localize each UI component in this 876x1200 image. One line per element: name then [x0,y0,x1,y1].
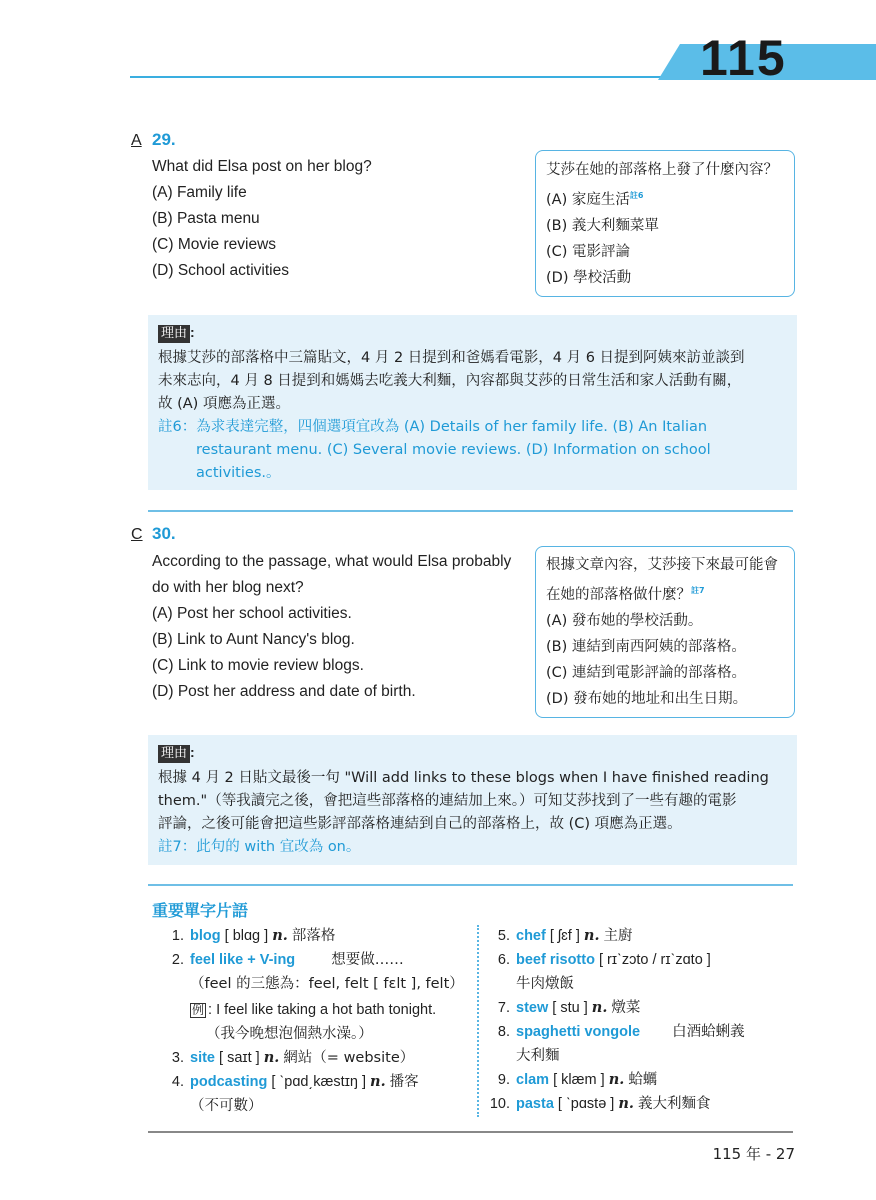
question-29-block [152,154,372,284]
translation-option-a: (A) 家庭生活$^{註6}$ [546,191,644,208]
note-line: 註7：此句的 with 宜改為 on。 [158,839,361,855]
vocab-item: 1. blog [ blɑg ] n. 部落格 [171,927,336,944]
vocab-item: 7. stew [ stu ] n. 燉菜 [497,999,641,1016]
vocab-item: 8. spaghetti vongole 白酒蛤蜊義 [497,1024,745,1040]
vocab-right-column [488,924,745,1116]
vocab-example-zh: （我今晚想泡個熱水澡。） [206,1026,373,1042]
example-tag: 例 [192,1003,205,1017]
reason-box-29 [148,315,797,490]
reason-line: 評論，之後可能會把這些影評部落格連結到自己的部落格上，故 (C) 項應為正選。 [158,816,682,832]
answer-letter-29: A [131,132,142,149]
translation-box-29 [535,150,795,297]
option-c: (C) Link to movie review blogs. [152,657,364,674]
translation-box-30 [535,546,795,718]
note-line: activities.。 [196,465,281,481]
question-number-29: 29. [152,130,176,149]
option-a: (A) Post her school activities. [152,605,352,622]
reason-line: 未來志向，4 月 8 日提到和媽媽去吃義大利麵，內容都與艾莎的日常生活和家人活動有關， [158,373,742,389]
question-number-30: 30. [152,524,176,543]
vocab-title: 重要單字片語 [152,901,249,920]
vocab-item: 10. pasta [ ˋpɑstə ] n. 義大利麵食 [489,1095,711,1112]
vocab-item: 2. feel like + V-ing 想要做…… [171,952,404,968]
vocab-column-divider [477,925,479,1117]
note-ref-6: 註6 [629,191,644,200]
vocab-item: 9. clam [ klæm ] n. 蛤蠣 [497,1071,658,1088]
section-divider [148,884,793,886]
reason-line: 根據 4 月 2 日貼文最後一句 "Will add links to these blogs when I have finished reading [158,770,769,786]
note-line: 註6：為求表達完整，四個選項宜改為 (A) Details of her family life. (B) An Italian [158,419,708,435]
question-text: What did Elsa post on her blog? [152,158,372,175]
option-b: (B) Pasta menu [152,210,260,227]
question-text: According to the passage, what would Elsa probably [152,553,512,570]
reason-line: 根據艾莎的部落格中三篇貼文，4 月 2 日提到和爸媽看電影，4 月 6 日提到阿姨來訪並談到 [158,350,745,366]
question-30-block [152,549,511,705]
page-number: 115 年 - 27 [712,1145,795,1163]
vocab-extra: （不可數） [190,1098,263,1114]
vocab-item: 5. chef [ ʃɛf ] n. 主廚 [497,927,633,944]
option-a: (A) Family life [152,184,247,201]
vocab-example: 例 : I feel like taking a hot bath tonight. [192,1002,437,1018]
vocab-extra: 大利麵 [516,1048,560,1064]
reason-box-30 [148,735,797,865]
option-d: (D) Post her address and date of birth. [152,683,416,700]
translation-question: 艾莎在她的部落格上發了什麼內容？ [546,162,778,178]
option-b: (B) Link to Aunt Nancy's blog. [152,631,355,648]
note-ref-7: 註7 [691,586,705,595]
reason-label: 理由 : [158,744,769,763]
vocab-item: 4. podcasting [ ˋpɑd͵kæstɪŋ ] n. 播客 [171,1073,419,1090]
header-number: 115 [700,30,787,86]
translation-question: 根據文章內容，艾莎接下來最可能會 [546,557,778,573]
vocab-extra: （feel 的三態為：feel, felt [ fɛlt ], felt） [190,976,464,992]
reason-line: them."（等我讀完之後，會把這些部落格的連結加上來。）可知艾莎找到了一些有趣的電影 [158,793,737,809]
vocab-extra: 牛肉燉飯 [516,976,574,992]
translation-option-b: (B) 義大利麵菜單 [546,217,659,234]
translation-option-d: (D) 學校活動 [546,269,632,286]
translation-option-a: (A) 發布她的學校活動。 [546,612,703,629]
translation-option-c: (C) 連結到電影評論的部落格。 [546,664,747,681]
vocab-item: 6. beef risotto [ rɪˋzɔto / rɪˋzɑto ] [497,952,711,968]
translation-option-d: (D) 發布她的地址和出生日期。 [546,690,748,707]
translation-question: 在她的部落格做什麼？$^{註7}$ [546,586,705,603]
section-divider [148,510,793,512]
option-d: (D) School activities [152,262,289,279]
reason-line: 故 (A) 項應為正選。 [158,396,290,412]
vocab-item: 3. site [ saɪt ] n. 網站（= website） [171,1049,415,1066]
vocab-left-column [162,924,464,1118]
footer-rule [148,1131,793,1133]
translation-option-c: (C) 電影評論 [546,243,631,260]
answer-letter-30: C [131,526,143,543]
reason-label: 理由 : [158,324,745,343]
translation-option-b: (B) 連結到南西阿姨的部落格。 [546,638,746,655]
note-line: restaurant menu. (C) Several movie reviews. (D) Information on school [196,442,711,458]
question-text: do with her blog next? [152,579,304,596]
option-c: (C) Movie reviews [152,236,277,253]
header-rule [130,76,670,78]
